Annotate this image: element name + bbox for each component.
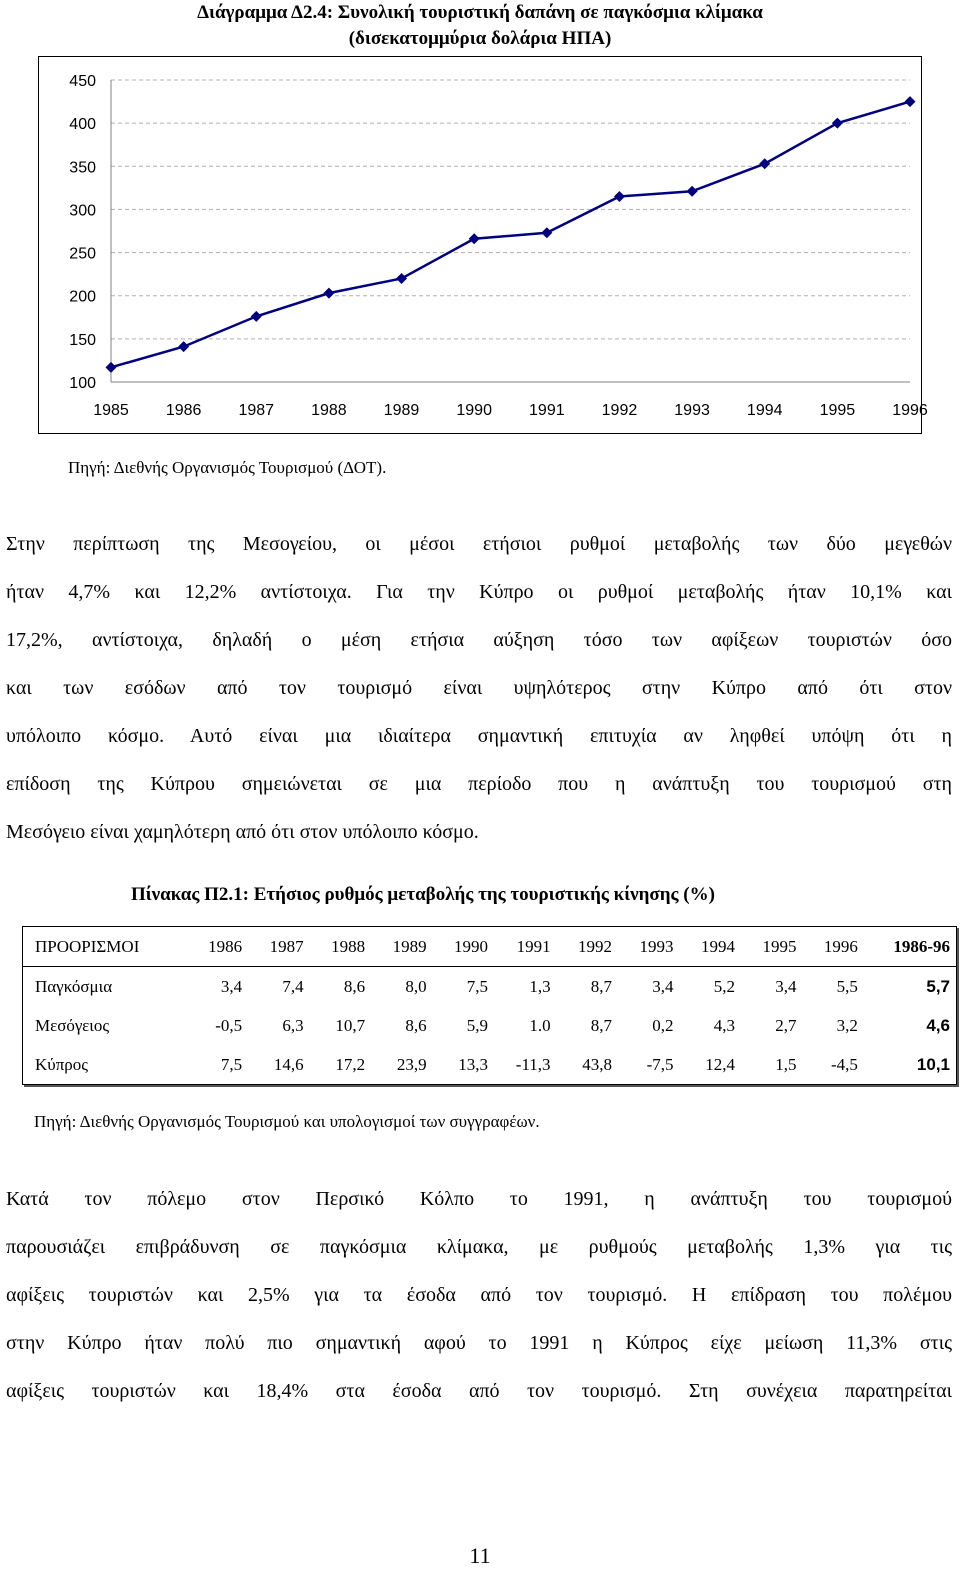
table-cell: 1,5 bbox=[775, 1054, 797, 1074]
paragraph-1-line: υπόλοιπο κόσμο. Αυτό είναι μια ιδιαίτερα σημαντική επιτυχία αν ληφθεί υπόψη ότι η bbox=[6, 725, 952, 747]
table-cell: 1.0 bbox=[529, 1015, 551, 1035]
table-cell: 13,3 bbox=[458, 1054, 489, 1074]
page-number: 11 bbox=[469, 1543, 491, 1568]
table-cell: 0,2 bbox=[652, 1015, 674, 1035]
table-header-cell: 1990 bbox=[433, 927, 494, 967]
table-header-cell: 1986-96 bbox=[864, 927, 957, 967]
data-point bbox=[178, 341, 189, 352]
table-cell: 5,2 bbox=[713, 976, 735, 996]
paragraph-2-line: αφίξεις τουριστών και 2,5% για τα έσοδα από τον τουρισμό. Η επίδραση του πολέμου bbox=[6, 1284, 952, 1306]
table-header-cell: ΠΡΟΟΡΙΣΜΟΙ bbox=[23, 927, 187, 967]
table-cell: 7,4 bbox=[282, 976, 304, 996]
y-tick-label: 150 bbox=[69, 331, 96, 349]
paragraph-1-line: ήταν 4,7% και 12,2% αντίστοιχα. Για την Κύπρο οι ρυθμοί μεταβολής ήταν 10,1% και bbox=[6, 581, 952, 603]
table-cell: Κύπρος bbox=[35, 1054, 88, 1074]
data-point bbox=[251, 311, 262, 322]
table-cell: 5,5 bbox=[836, 976, 858, 996]
table-cell: 5,7 bbox=[926, 976, 950, 996]
table-header-cell: 1995 bbox=[741, 927, 802, 967]
table-header-cell: 1994 bbox=[680, 927, 741, 967]
table-header-cell: 1991 bbox=[494, 927, 557, 967]
paragraph-2-line: στην Κύπρο ήταν πολύ πιο σημαντική αφού το 1991 η Κύπρος είχε μείωση 11,3% στις bbox=[6, 1332, 952, 1354]
x-tick-label: 1987 bbox=[238, 402, 275, 419]
y-tick-label: 100 bbox=[69, 375, 96, 392]
table-header-cell: 1987 bbox=[248, 927, 309, 967]
table-cell: 8,6 bbox=[343, 976, 366, 996]
chart-title: Διάγραμμα Δ2.4: Συνολική τουριστική δαπάνη σε παγκόσμια κλίμακα bbox=[197, 2, 763, 23]
table-cell: 10,7 bbox=[335, 1015, 366, 1035]
table-source: Πηγή: Διεθνής Οργανισμός Τουρισμού και υπολογισμοί των συγγραφέων. bbox=[34, 1112, 540, 1131]
series-line bbox=[111, 102, 910, 368]
table-cell: -11,3 bbox=[515, 1054, 551, 1074]
table-row bbox=[23, 967, 957, 1007]
x-tick-label: 1993 bbox=[674, 402, 710, 419]
table-cell: 43,8 bbox=[582, 1054, 613, 1074]
table-cell: 8,7 bbox=[590, 976, 613, 996]
paragraph-2-line: παρουσιάζει επιβράδυνση σε παγκόσμια κλίμακα, με ρυθμούς μεταβολής 1,3% για τις bbox=[6, 1236, 952, 1258]
table-header-cell: 1989 bbox=[371, 927, 432, 967]
table-cell: 6,3 bbox=[282, 1015, 304, 1035]
table-cell: Μεσόγειος bbox=[35, 1015, 110, 1035]
table-cell: -4,5 bbox=[830, 1054, 858, 1074]
line-chart bbox=[0, 0, 960, 440]
table-cell: 7,5 bbox=[220, 1054, 243, 1074]
table-header-row bbox=[23, 927, 957, 967]
table-cell: 10,1 bbox=[916, 1054, 950, 1074]
table-cell: Παγκόσμια bbox=[35, 976, 113, 996]
data-point bbox=[323, 288, 334, 299]
table-cell: 8,6 bbox=[405, 1015, 427, 1035]
table-cell: 17,2 bbox=[335, 1054, 366, 1074]
table-row bbox=[23, 1006, 957, 1045]
table-header-cell: 1992 bbox=[557, 927, 618, 967]
x-tick-label: 1992 bbox=[601, 402, 638, 419]
y-tick-label: 250 bbox=[69, 245, 96, 263]
table-cell: 14,6 bbox=[273, 1054, 304, 1074]
paragraph-1-line: Μεσόγειο είναι χαμηλότερη από ότι στον υπόλοιπο κόσμο. bbox=[6, 821, 479, 843]
paragraph-2 bbox=[6, 1175, 952, 1415]
data-point bbox=[905, 96, 916, 107]
paragraph-1-line: επίδοση της Κύπρου σημειώνεται σε μια περίοδο που η ανάπτυξη του τουρισμού στη bbox=[6, 773, 952, 795]
y-tick-label: 400 bbox=[69, 116, 96, 134]
table-cell: 8,0 bbox=[405, 976, 427, 996]
chart-source: Πηγή: Διεθνής Οργανισμός Τουρισμού (ΔΟΤ). bbox=[68, 458, 387, 477]
table-cell: 1,3 bbox=[529, 976, 551, 996]
table-header-cell: 1996 bbox=[802, 927, 863, 967]
table-header-cell: 1986 bbox=[187, 927, 248, 967]
table-cell: 8,7 bbox=[590, 1015, 613, 1035]
table-cell: -0,5 bbox=[215, 1015, 243, 1035]
y-tick-label: 200 bbox=[69, 288, 96, 306]
data-point bbox=[541, 227, 552, 238]
table-cell: 7,5 bbox=[466, 976, 489, 996]
data-point bbox=[614, 191, 625, 202]
paragraph-2-line: αφίξεις τουριστών και 18,4% στα έσοδα από τον τουρισμό. Στη συνέχεια παρατηρείται bbox=[6, 1380, 952, 1402]
table-cell: 12,4 bbox=[705, 1054, 735, 1074]
data-table bbox=[22, 926, 957, 1085]
table-row bbox=[23, 1045, 957, 1085]
data-point bbox=[396, 273, 407, 284]
x-tick-label: 1995 bbox=[819, 402, 856, 419]
table-header-cell: 1988 bbox=[310, 927, 371, 967]
x-tick-label: 1994 bbox=[746, 402, 783, 419]
table-cell: 5,9 bbox=[466, 1015, 489, 1035]
table-cell: 2,7 bbox=[775, 1015, 797, 1035]
data-point bbox=[106, 362, 117, 373]
x-tick-label: 1985 bbox=[93, 402, 129, 419]
data-point bbox=[759, 158, 770, 169]
data-point bbox=[687, 186, 698, 197]
y-tick-label: 450 bbox=[69, 73, 96, 90]
data-point bbox=[832, 118, 843, 129]
table-header-cell: 1993 bbox=[618, 927, 679, 967]
y-tick-label: 350 bbox=[69, 159, 96, 177]
table-cell: -7,5 bbox=[646, 1054, 674, 1074]
x-tick-label: 1991 bbox=[529, 402, 565, 419]
table-cell: 3,4 bbox=[652, 976, 674, 996]
paragraph-1-line: και των εσόδων από τον τουρισμό είναι υψηλότερος στην Κύπρο από ότι στον bbox=[6, 677, 952, 699]
paragraph-2-line: Κατά τον πόλεμο στον Περσικό Κόλπο το 1991, η ανάπτυξη του τουρισμού bbox=[6, 1188, 952, 1210]
x-tick-label: 1988 bbox=[311, 402, 347, 419]
table-cell: 4,3 bbox=[713, 1015, 735, 1035]
table-caption: Πίνακας Π2.1: Ετήσιος ρυθμός μεταβολής της τουριστικής κίνησης (%) bbox=[131, 884, 715, 905]
x-tick-label: 1989 bbox=[383, 402, 420, 419]
x-tick-label: 1986 bbox=[165, 402, 202, 419]
table-cell: 23,9 bbox=[396, 1054, 427, 1074]
y-tick-label: 300 bbox=[69, 202, 96, 220]
table-cell: 3,4 bbox=[220, 976, 243, 996]
table-cell: 4,6 bbox=[926, 1015, 950, 1035]
x-tick-label: 1996 bbox=[892, 402, 928, 419]
paragraph-1-line: Στην περίπτωση της Μεσογείου, οι μέσοι ετήσιοι ρυθμοί μεταβολής των δύο μεγεθών bbox=[6, 533, 952, 555]
table-cell: 3,2 bbox=[836, 1015, 858, 1035]
x-tick-label: 1990 bbox=[456, 402, 492, 419]
paragraph-1 bbox=[6, 520, 952, 856]
chart-subtitle: (δισεκατομμύρια δολάρια ΗΠΑ) bbox=[348, 28, 612, 49]
table-cell: 3,4 bbox=[775, 976, 797, 996]
paragraph-1-line: 17,2%, αντίστοιχα, δηλαδή ο μέση ετήσια αύξηση τόσο των αφίξεων τουριστών όσο bbox=[6, 629, 952, 651]
data-point bbox=[469, 233, 480, 244]
